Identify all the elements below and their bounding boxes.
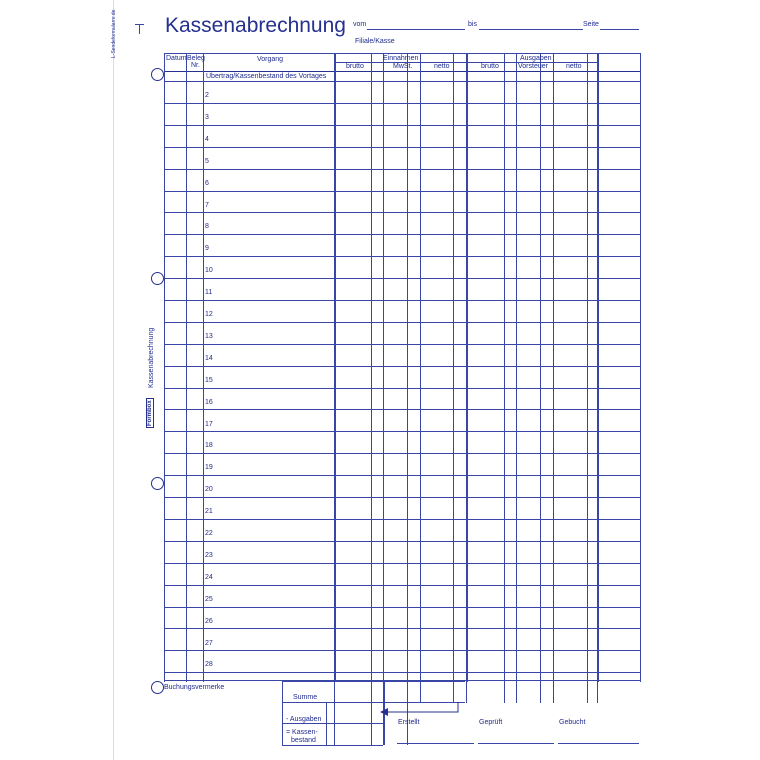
col-netto-aus: netto — [566, 63, 582, 70]
col-einnahmen: Einnahmen — [383, 55, 419, 62]
row-number: 8 — [205, 223, 209, 230]
page-title: Kassenabrechnung — [165, 14, 346, 37]
row-number: 19 — [205, 464, 213, 471]
side-title: Kassenabrechnung — [148, 327, 155, 388]
row-number: 15 — [205, 377, 213, 384]
col-beleg: Beleg — [187, 55, 205, 62]
uebertrag-label: Übertrag/Kassenbestand des Vortages — [206, 73, 327, 80]
row-number: 25 — [205, 596, 213, 603]
row-number: 4 — [205, 136, 209, 143]
row-number: 13 — [205, 333, 213, 340]
vom-label: vom — [353, 21, 367, 28]
kassenbestand-label: = Kassen- — [286, 729, 318, 736]
brand-logo: Formbox — [147, 400, 153, 426]
row-number: 22 — [205, 530, 213, 537]
summe-label: Summe — [293, 694, 318, 701]
row-number: 20 — [205, 486, 213, 493]
col-vorgang: Vorgang — [257, 56, 284, 63]
seite-label: Seite — [583, 21, 599, 28]
row-number: 3 — [205, 114, 209, 121]
col-netto-ein: netto — [434, 63, 450, 70]
row-number: 2 — [205, 92, 209, 99]
margin-code: L-Sendeformularnr.de — [111, 9, 117, 58]
row-number: 28 — [205, 661, 213, 668]
row-number: 27 — [205, 640, 213, 647]
bestand-label: bestand — [291, 737, 316, 744]
row-number: 10 — [205, 267, 213, 274]
row-number: 26 — [205, 618, 213, 625]
col-ausgaben: Ausgaben — [520, 55, 552, 62]
gebucht-label: Gebucht — [559, 719, 586, 726]
ausgaben-label: - Ausgaben — [286, 716, 322, 723]
buchungsvermerke-label: Buchungsvermerke — [164, 684, 225, 691]
row-number: 12 — [205, 311, 213, 318]
col-vorsteuer: Vorsteuer — [518, 63, 548, 70]
row-number: 21 — [205, 508, 213, 515]
row-number: 24 — [205, 574, 213, 581]
col-brutto-aus: brutto — [481, 63, 499, 70]
geprueft-label: Geprüft — [479, 719, 503, 726]
row-number: 17 — [205, 421, 213, 428]
bis-label: bis — [468, 21, 477, 28]
col-nr: Nr. — [191, 62, 200, 69]
col-datum: Datum — [166, 55, 187, 62]
row-number: 5 — [205, 158, 209, 165]
row-number: 18 — [205, 442, 213, 449]
row-number: 16 — [205, 399, 213, 406]
row-number: 14 — [205, 355, 213, 362]
col-brutto-ein: brutto — [346, 63, 364, 70]
row-number: 23 — [205, 552, 213, 559]
row-number: 11 — [205, 289, 213, 296]
row-number: 9 — [205, 245, 209, 252]
erstellt-label: Erstellt — [398, 719, 420, 726]
row-number: 6 — [205, 180, 209, 187]
col-mwst: MwSt. — [393, 63, 413, 70]
filiale-label: Filiale/Kasse — [355, 38, 395, 45]
row-number: 7 — [205, 202, 209, 209]
